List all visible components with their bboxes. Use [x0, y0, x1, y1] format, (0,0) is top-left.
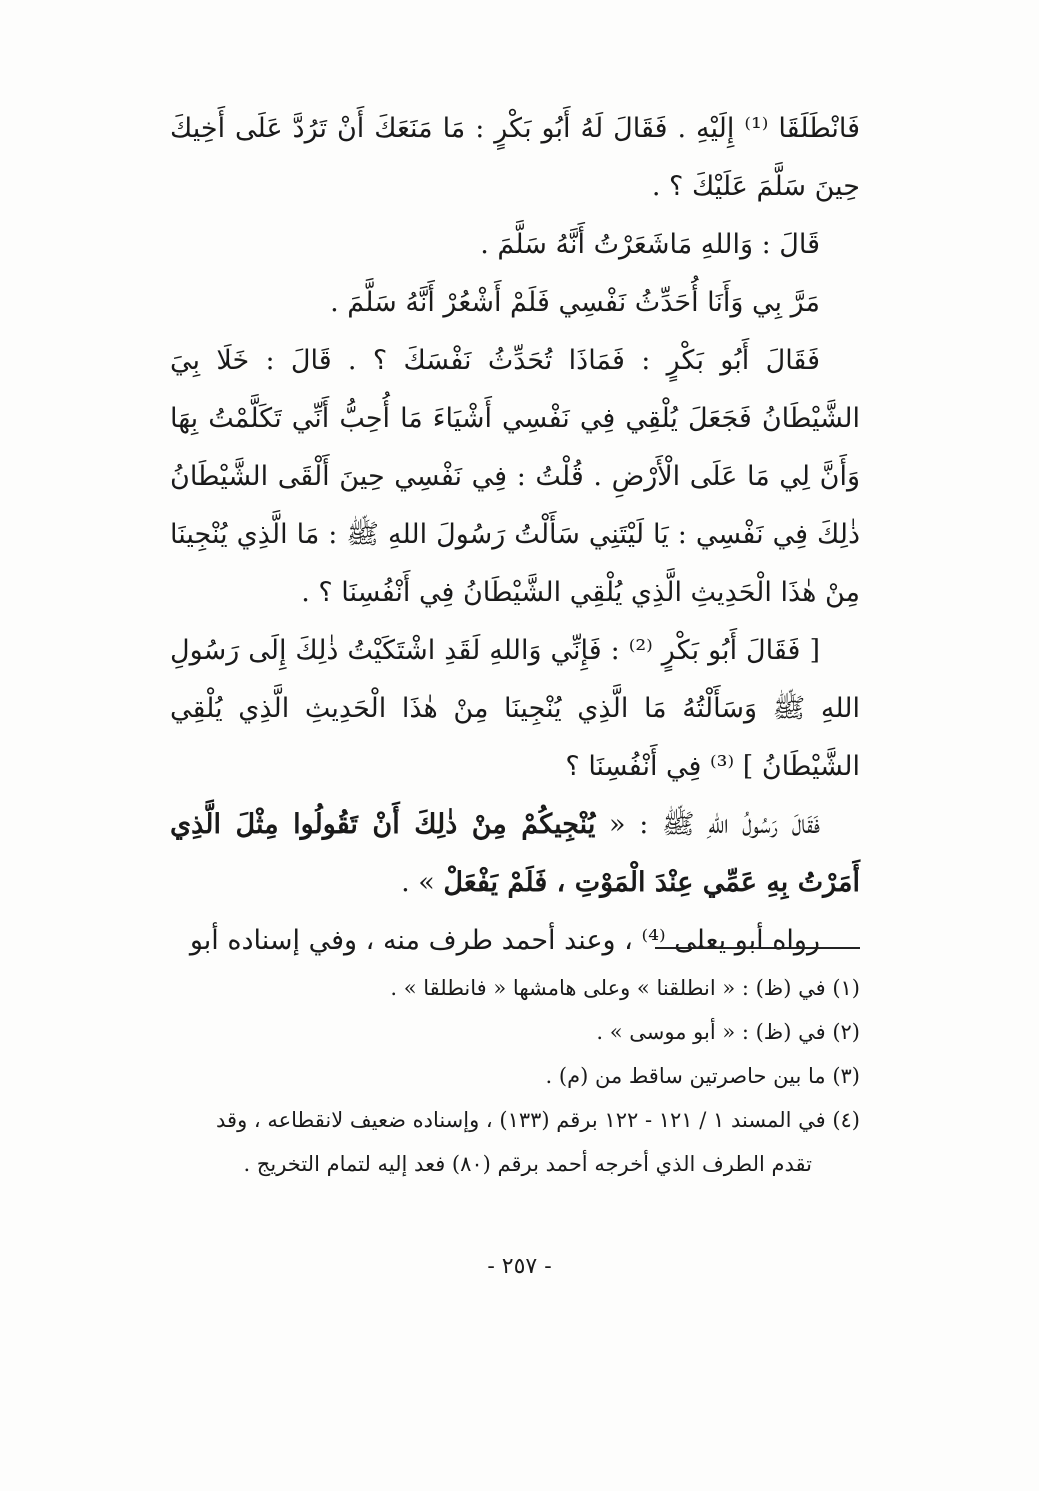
- footnote-2: (٢) في (ظ) : « أبو موسى » .: [596, 1020, 860, 1044]
- hadith-intro: فَقَالَ رَسُولُ اللهِ ﷺ : «: [609, 809, 820, 840]
- paragraph-7: رواه أبو يعلى ⁽⁴⁾ ، وعند أحمد طرف منه ، وفي إسناده أبو: [189, 925, 820, 956]
- footnote-1: (١) في (ظ) : « انطلقنا » وعلى هامشها « فانطلقا » .: [390, 976, 860, 1000]
- hadith-close: » .: [401, 867, 435, 898]
- paragraph-5: [ فَقَالَ أَبُو بَكْرٍ ⁽²⁾ : فَإِنِّي وَاللهِ لَقَدِ اشْتَكَيْتُ ذٰلِكَ إِلَى رَسُولِ اللهِ ﷺ وَسَأَلْتُهُ مَا الَّذِي يُنْجِينَا مِنْ هٰذَا الْحَدِيثِ الَّذِي يُلْقِي الشَّيْطَانُ ] ⁽³⁾ فِي أَنْفُسِنَا ؟: [170, 635, 860, 782]
- footnote-3: (٣) ما بين حاصرتين ساقط من (م) .: [545, 1064, 860, 1088]
- footnotes: [170, 966, 860, 1186]
- paragraph-4: فَقَالَ أَبُو بَكْرٍ : فَمَاذَا تُحَدِّثُ نَفْسَكَ ؟ . قَالَ : خَلَا بِيَ الشَّيْطَانُ فَجَعَلَ يُلْقِي فِي نَفْسِي أَشْيَاءَ مَا أُحِبُّ أَنِّي تَكَلَّمْتُ بِهَا وَأَنَّ لِي مَا عَلَى الْأَرْضِ . قُلْتُ : فِي نَفْسِي حِينَ أَلْقَى الشَّيْطَانُ ذٰلِكَ فِي نَفْسِي : يَا لَيْتَنِي سَأَلْتُ رَسُولَ اللهِ ﷺ : مَا الَّذِي يُنْجِينَا مِنْ هٰذَا الْحَدِيثِ الَّذِي يُلْقِي الشَّيْطَانُ فِي أَنْفُسِنَا ؟ .: [170, 345, 860, 608]
- main-text: [170, 100, 860, 970]
- paragraph-1: فَانْطَلَقَا ⁽¹⁾ إِلَيْهِ . فَقَالَ لَهُ أَبُو بَكْرٍ : مَا مَنَعَكَ أَنْ تَرُدَّ عَلَى أَخِيكَ حِينَ سَلَّمَ عَلَيْكَ ؟ .: [170, 113, 861, 202]
- paragraph-6: [170, 796, 860, 912]
- paragraph-3: مَرَّ بِي وَأَنَا أُحَدِّثُ نَفْسِي فَلَمْ أَشْعُرْ أَنَّهُ سَلَّمَ .: [330, 287, 820, 318]
- paragraph-2: قَالَ : وَاللهِ مَاشَعَرْتُ أَنَّهُ سَلَّمَ .: [480, 229, 820, 260]
- footnote-divider: [655, 947, 860, 949]
- footnote-4: (٤) في المسند ١ / ١٢١ - ١٢٢ برقم (١٣٣) ، وإسناده ضعيف لانقطاعه ، وقد تقدم الطرف الذي أخرجه أحمد برقم (٨٠) فعد إليه لتمام التخريج .: [216, 1108, 860, 1176]
- page-number: - ٢٥٧ -: [487, 1254, 552, 1279]
- hadith-text: يُنْجِيكُمْ مِنْ ذٰلِكَ أَنْ تَقُولُوا مِثْلَ الَّذِي أَمَرْتُ بِهِ عَمِّي عِنْدَ الْمَوْتِ ، فَلَمْ يَفْعَلْ: [170, 809, 860, 898]
